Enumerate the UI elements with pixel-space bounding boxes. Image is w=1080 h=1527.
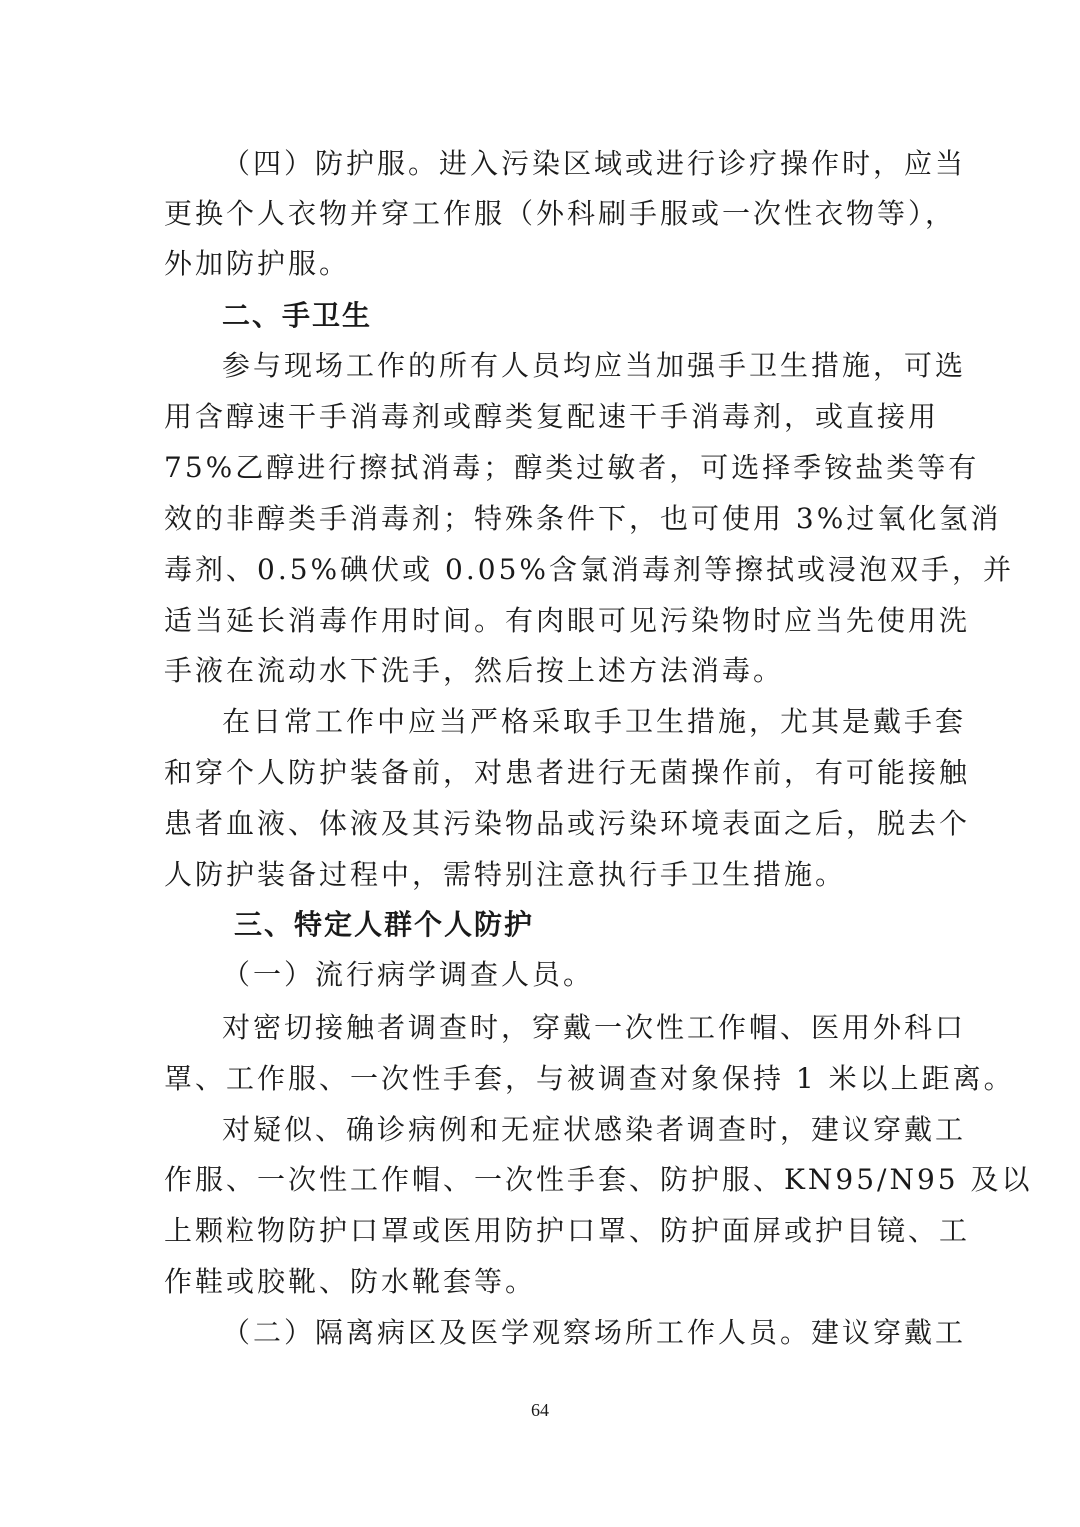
paragraph-line: 参与现场工作的所有人员均应当加强手卫生措施，可选 <box>222 349 967 382</box>
paragraph-line: 手液在流动水下洗手，然后按上述方法消毒。 <box>164 654 785 687</box>
paragraph-line: 和穿个人防护装备前，对患者进行无菌操作前，有可能接触 <box>164 756 971 789</box>
paragraph-line: 患者血液、体液及其污染物品或污染环境表面之后，脱去个 <box>164 807 971 840</box>
subsection-heading: （一）流行病学调查人员。 <box>222 958 595 991</box>
paragraph-line: 75%乙醇进行擦拭消毒；醇类过敏者，可选择季铵盐类等有 <box>164 451 980 484</box>
paragraph-line: 在日常工作中应当严格采取手卫生措施，尤其是戴手套 <box>222 705 967 738</box>
section-heading: 三、特定人群个人防护 <box>234 908 535 941</box>
paragraph-line: 罩、工作服、一次性手套，与被调查对象保持 1 米以上距离。 <box>164 1062 1015 1095</box>
paragraph-line: 上颗粒物防护口罩或医用防护口罩、防护面屏或护目镜、工 <box>164 1214 971 1247</box>
paragraph-line: 用含醇速干手消毒剂或醇类复配速干手消毒剂，或直接用 <box>164 400 940 433</box>
section-heading: 二、手卫生 <box>222 299 373 332</box>
paragraph-line: 作服、一次性工作帽、一次性手套、防护服、KN95/N95 及以 <box>164 1163 1033 1196</box>
paragraph-line: 对疑似、确诊病例和无症状感染者调查时，建议穿戴工 <box>222 1113 967 1146</box>
paragraph-line: 毒剂、0.5%碘伏或 0.05%含氯消毒剂等擦拭或浸泡双手，并 <box>164 553 1014 586</box>
page-number: 64 <box>531 1400 549 1420</box>
paragraph-line: 适当延长消毒作用时间。有肉眼可见污染物时应当先使用洗 <box>164 604 971 637</box>
paragraph-line: 作鞋或胶靴、防水靴套等。 <box>164 1265 537 1298</box>
paragraph-line: 外加防护服。 <box>164 247 351 280</box>
paragraph-line: 效的非醇类手消毒剂；特殊条件下，也可使用 3%过氧化氢消 <box>164 502 1002 535</box>
paragraph-line: 人防护装备过程中，需特别注意执行手卫生措施。 <box>164 858 847 891</box>
paragraph-line: 对密切接触者调查时，穿戴一次性工作帽、医用外科口 <box>222 1011 967 1044</box>
subsection-heading: （二）隔离病区及医学观察场所工作人员。建议穿戴工 <box>222 1316 967 1349</box>
paragraph-line: 更换个人衣物并穿工作服（外科刷手服或一次性衣物等）， <box>164 197 957 230</box>
paragraph-line: （四）防护服。进入污染区域或进行诊疗操作时，应当 <box>222 147 967 180</box>
